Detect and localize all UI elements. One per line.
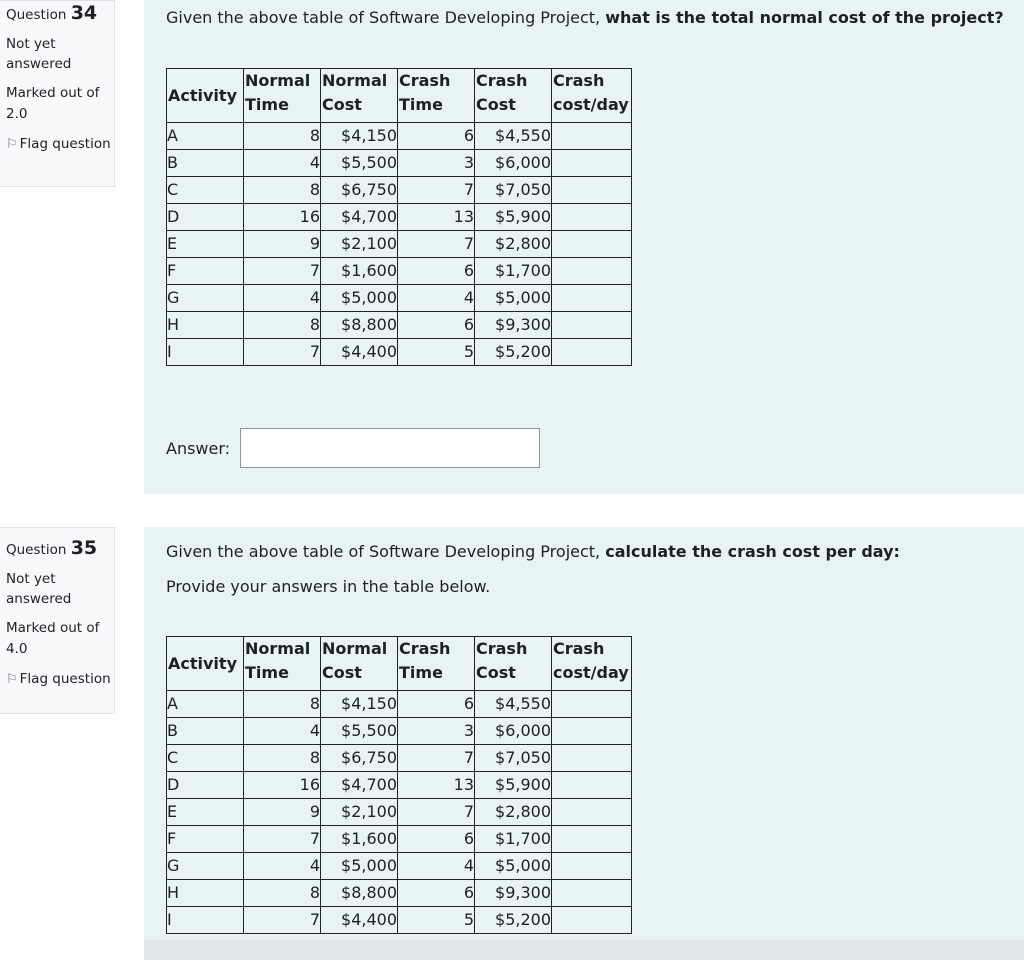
question-num: 34	[70, 2, 98, 24]
table-cell: 6	[398, 691, 475, 718]
table-cell: 13	[398, 772, 475, 799]
table-row	[167, 799, 632, 826]
table-cell: 6	[398, 123, 475, 150]
table-row	[167, 853, 632, 880]
table-cell: $9,300	[475, 312, 552, 339]
table-cell: 8	[244, 880, 321, 907]
table-cell: 7	[398, 745, 475, 772]
question-info-35	[0, 527, 115, 714]
table-row	[167, 745, 632, 772]
table-cell: F	[167, 826, 244, 853]
table-cell: $5,000	[321, 853, 398, 880]
header-normal-time: Normal Time	[244, 69, 321, 123]
table-cell: $8,800	[321, 312, 398, 339]
table-cell: 7	[398, 231, 475, 258]
flag-question-link[interactable]	[6, 669, 114, 690]
table-cell: G	[167, 853, 244, 880]
table-cell: 3	[398, 718, 475, 745]
table-cell: 16	[244, 772, 321, 799]
table-cell: 7	[398, 177, 475, 204]
table-cell: H	[167, 880, 244, 907]
table-row	[167, 150, 632, 177]
question-text-bold: what is the total normal cost of the project?	[605, 8, 1004, 27]
header-activity: Activity	[167, 637, 244, 691]
table-cell: $4,150	[321, 691, 398, 718]
table-row	[167, 718, 632, 745]
table-cell: $5,900	[475, 204, 552, 231]
table-cell	[552, 150, 632, 177]
table-cell: 8	[244, 691, 321, 718]
table-row	[167, 285, 632, 312]
question-number	[6, 538, 114, 560]
activity-table	[166, 68, 632, 366]
table-cell: 7	[244, 907, 321, 934]
table-row	[167, 826, 632, 853]
question-text	[166, 542, 900, 561]
flag-question-link[interactable]	[6, 134, 114, 155]
table-cell: $6,000	[475, 150, 552, 177]
table-cell: $6,000	[475, 718, 552, 745]
table-cell: C	[167, 745, 244, 772]
table-cell: $7,050	[475, 745, 552, 772]
header-crash-cost-per-day: Crash cost/day	[552, 637, 632, 691]
table-cell	[552, 339, 632, 366]
table-cell: 5	[398, 907, 475, 934]
table-cell: $5,000	[321, 285, 398, 312]
table-cell: B	[167, 150, 244, 177]
table-cell: $4,400	[321, 907, 398, 934]
header-crash-time: Crash Time	[398, 69, 475, 123]
header-crash-time: Crash Time	[398, 637, 475, 691]
table-cell: $2,800	[475, 799, 552, 826]
table-cell: 4	[398, 853, 475, 880]
table-cell	[552, 258, 632, 285]
table-cell: 6	[398, 826, 475, 853]
table-cell	[552, 718, 632, 745]
table-cell	[552, 285, 632, 312]
table-cell	[552, 853, 632, 880]
table-cell: $2,100	[321, 231, 398, 258]
table-cell: $5,200	[475, 907, 552, 934]
question-state: Not yet answered	[6, 571, 72, 607]
table-cell: $7,050	[475, 177, 552, 204]
table-row	[167, 204, 632, 231]
table-cell	[552, 772, 632, 799]
table-cell: $1,700	[475, 826, 552, 853]
table-cell	[552, 799, 632, 826]
flag-label: Flag question	[19, 671, 111, 687]
table-cell: $4,550	[475, 123, 552, 150]
table-cell: G	[167, 285, 244, 312]
table-cell: $5,500	[321, 150, 398, 177]
flag-icon: ⚐	[6, 672, 18, 687]
table-cell: $1,600	[321, 826, 398, 853]
table-cell: $6,750	[321, 745, 398, 772]
table-cell: E	[167, 231, 244, 258]
table-cell: I	[167, 907, 244, 934]
table-row	[167, 258, 632, 285]
table-cell	[552, 312, 632, 339]
table-cell: A	[167, 123, 244, 150]
table-cell: 7	[244, 826, 321, 853]
table-cell: $4,700	[321, 772, 398, 799]
question-instruction: Provide your answers in the table below.	[166, 577, 491, 596]
table-row	[167, 312, 632, 339]
table-cell: 9	[244, 799, 321, 826]
table-cell: 8	[244, 123, 321, 150]
table-cell: 16	[244, 204, 321, 231]
header-normal-cost: Normal Cost	[321, 637, 398, 691]
question-content-35	[144, 527, 1024, 960]
header-activity: Activity	[167, 69, 244, 123]
table-cell: $4,150	[321, 123, 398, 150]
table-cell: D	[167, 772, 244, 799]
flag-icon: ⚐	[6, 137, 18, 152]
table-row	[167, 907, 632, 934]
header-normal-time: Normal Time	[244, 637, 321, 691]
table-cell: 4	[398, 285, 475, 312]
question-info-34	[0, 0, 115, 187]
question-grade: Marked out of 2.0	[6, 85, 100, 122]
table-cell: 9	[244, 231, 321, 258]
table-cell	[552, 204, 632, 231]
table-row	[167, 123, 632, 150]
table-row	[167, 177, 632, 204]
table-cell: 7	[244, 258, 321, 285]
table-cell: 8	[244, 177, 321, 204]
table-cell	[552, 826, 632, 853]
table-cell: F	[167, 258, 244, 285]
question-prefix: Question	[6, 7, 67, 23]
table-cell: E	[167, 799, 244, 826]
table-cell	[552, 907, 632, 934]
table-cell: $2,800	[475, 231, 552, 258]
question-text	[166, 8, 1004, 27]
header-normal-cost: Normal Cost	[321, 69, 398, 123]
answer-input[interactable]	[240, 428, 540, 468]
question-num: 35	[70, 537, 98, 559]
table-cell	[552, 691, 632, 718]
table-cell: $5,000	[475, 285, 552, 312]
header-crash-cost: Crash Cost	[475, 69, 552, 123]
table-cell: $5,000	[475, 853, 552, 880]
table-cell: $6,750	[321, 177, 398, 204]
question-text-plain: Given the above table of Software Developing Project,	[166, 8, 606, 27]
table-cell: 6	[398, 880, 475, 907]
question-grade: Marked out of 4.0	[6, 620, 100, 657]
table-cell: D	[167, 204, 244, 231]
table-cell: 3	[398, 150, 475, 177]
table-cell: 8	[244, 312, 321, 339]
table-cell: $1,600	[321, 258, 398, 285]
table-cell: $8,800	[321, 880, 398, 907]
question-content-34	[144, 0, 1024, 494]
table-body	[167, 691, 632, 934]
table-cell: $2,100	[321, 799, 398, 826]
table-cell: $5,200	[475, 339, 552, 366]
table-cell: 7	[244, 339, 321, 366]
table-cell: 8	[244, 745, 321, 772]
table-row	[167, 339, 632, 366]
table-cell: 4	[244, 853, 321, 880]
table-cell: I	[167, 339, 244, 366]
table-cell: $1,700	[475, 258, 552, 285]
answer-label: Answer:	[166, 439, 231, 458]
table-row	[167, 691, 632, 718]
table-cell: H	[167, 312, 244, 339]
table-cell: 13	[398, 204, 475, 231]
table-cell: 4	[244, 718, 321, 745]
table-cell: $5,500	[321, 718, 398, 745]
table-cell: $4,400	[321, 339, 398, 366]
table-cell: $4,550	[475, 691, 552, 718]
table-header-row	[167, 637, 632, 691]
table-cell: $5,900	[475, 772, 552, 799]
header-crash-cost: Crash Cost	[475, 637, 552, 691]
question-text-plain: Given the above table of Software Developing Project,	[166, 542, 606, 561]
table-cell	[552, 123, 632, 150]
flag-label: Flag question	[19, 136, 111, 152]
table-cell: $4,700	[321, 204, 398, 231]
table-cell	[552, 177, 632, 204]
question-number	[6, 3, 114, 25]
table-row	[167, 880, 632, 907]
table-cell: B	[167, 718, 244, 745]
table-header-row	[167, 69, 632, 123]
activity-table	[166, 636, 632, 934]
table-body	[167, 123, 632, 366]
table-cell: A	[167, 691, 244, 718]
question-prefix: Question	[6, 542, 67, 558]
table-cell: C	[167, 177, 244, 204]
header-crash-cost-per-day: Crash cost/day	[552, 69, 632, 123]
table-cell: 4	[244, 150, 321, 177]
table-cell: 6	[398, 258, 475, 285]
table-row	[167, 231, 632, 258]
table-cell	[552, 231, 632, 258]
question-text-bold: calculate the crash cost per day:	[605, 542, 900, 561]
page-bottom-shade	[144, 940, 1024, 960]
question-state: Not yet answered	[6, 36, 72, 72]
table-cell: $9,300	[475, 880, 552, 907]
table-cell	[552, 745, 632, 772]
table-row	[167, 772, 632, 799]
table-cell: 4	[244, 285, 321, 312]
table-cell	[552, 880, 632, 907]
table-cell: 5	[398, 339, 475, 366]
table-cell: 7	[398, 799, 475, 826]
table-cell: 6	[398, 312, 475, 339]
